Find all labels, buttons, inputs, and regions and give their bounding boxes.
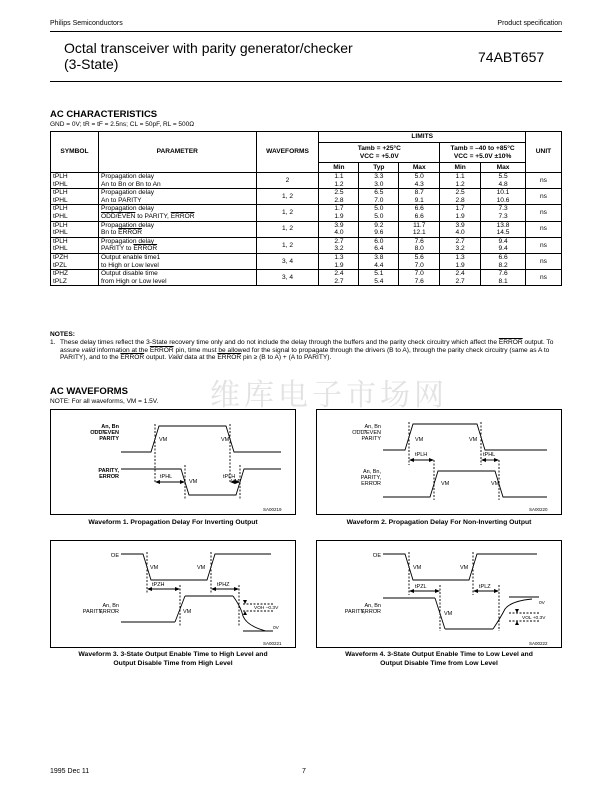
ac-value-wave: 1, 2 xyxy=(282,209,293,217)
ac-value-emin1: 2.5 xyxy=(455,189,465,197)
note-1-text xyxy=(60,339,562,362)
ac-value-max1: 7.6 xyxy=(414,237,424,245)
ac-value-emax1: 10.1 xyxy=(496,189,510,197)
note-1-part-b: output. To assure xyxy=(60,338,554,354)
wf4-vm-2: VM xyxy=(460,565,469,571)
ac-cell-unit xyxy=(525,253,561,269)
wf4-code: SA00222 xyxy=(529,641,548,646)
ac-cell-max xyxy=(399,205,440,221)
ac-value-emin2: 1.9 xyxy=(455,261,465,269)
ac-cell-typ xyxy=(359,253,399,269)
ac-row xyxy=(51,189,562,205)
wf3-sig2b: PARITY, xyxy=(82,609,103,615)
waveforms-note: NOTE: For all waveforms, VM = 1.5V. xyxy=(50,398,159,405)
title-line-2: (3-State) xyxy=(64,56,119,72)
ac-value-sym1: tPZH xyxy=(53,253,69,261)
ac-value-param2: from High or Low level xyxy=(100,277,167,285)
ac-value-min1: 2.7 xyxy=(334,237,344,245)
ac-value-typ2: 5.0 xyxy=(374,212,384,220)
ac-value-wave: 1, 2 xyxy=(282,192,293,200)
note-1-part-a: These delay times reflect the 3-State recovery time only and do not include the delay through the buffers and the parity check circuitry which affect the xyxy=(60,338,498,346)
ac-value-typ2: 4.4 xyxy=(374,261,384,269)
ac-value-wave: 1, 2 xyxy=(282,225,293,233)
footer-date: 1995 Dec 11 xyxy=(50,768,90,775)
ac-conditions: GND = 0V; tR = tF = 2.5ns; CL = 50pF, RL = 500Ω xyxy=(50,121,195,128)
ac-value-min1: 2.5 xyxy=(334,189,344,197)
col-waveforms: WAVEFORMS xyxy=(256,132,319,173)
col-limits: LIMITS xyxy=(319,132,526,143)
ac-value-param2: An to PARITY xyxy=(100,196,142,204)
note-1-part-g: pin ≥ (B to A) + (A to PARITY). xyxy=(242,354,332,362)
wf1-vm-1: VM xyxy=(159,437,168,443)
ac-cell-min xyxy=(319,173,359,189)
wf4-t2: tPLZ xyxy=(479,584,491,590)
ac-value-emin1: 1.3 xyxy=(455,253,465,261)
wf4-sig2a: An, Bn xyxy=(364,603,381,609)
ac-value-min2: 1.2 xyxy=(334,180,344,188)
ac-cell-emax xyxy=(481,205,526,221)
notes xyxy=(50,331,562,362)
ac-value-min2: 2.8 xyxy=(334,196,344,204)
ac-value-sym1: tPHZ xyxy=(53,270,69,278)
cond-ext-temp: Tamb = –40 to +85°C xyxy=(450,144,515,152)
wf4-sig2c: ERROR xyxy=(361,609,381,615)
ac-value-param1: Output enable time1 xyxy=(100,253,161,261)
ac-cell-param xyxy=(98,189,256,205)
ac-cell-sym xyxy=(51,221,99,237)
wf3-t1: tPZH xyxy=(152,582,165,588)
wf2-sig2b: PARITY, xyxy=(360,475,381,481)
waveform-4-diagram xyxy=(317,541,563,649)
ac-value-param1: Propagation delay xyxy=(100,205,155,213)
ac-value-typ1: 3.3 xyxy=(374,173,384,180)
ac-value-max1: 5.0 xyxy=(414,173,424,180)
ac-cell-wave xyxy=(256,173,319,189)
wf1-code: SA00219 xyxy=(263,507,282,512)
ac-cell-min xyxy=(319,189,359,205)
ac-value-emax1: 5.5 xyxy=(498,173,508,180)
ac-cell-wave xyxy=(256,205,319,221)
wf2-sig1b: ODD/EVEN xyxy=(352,430,381,436)
wf4-sig1: OE xyxy=(373,553,381,559)
ac-cell-unit xyxy=(525,189,561,205)
ac-cell-emin xyxy=(440,270,481,286)
wf1-vm-2: VM xyxy=(221,437,230,443)
ac-cell-param xyxy=(98,205,256,221)
ac-value-emax2: 4.8 xyxy=(498,180,508,188)
ac-value-wave: 3, 4 xyxy=(282,257,293,265)
ac-row xyxy=(51,221,562,237)
ac-cell-emax xyxy=(481,221,526,237)
ac-value-emin2: 2.7 xyxy=(455,277,465,285)
ac-value-min2: 1.9 xyxy=(334,261,344,269)
ac-cell-emax xyxy=(481,270,526,286)
ac-cell-max xyxy=(399,173,440,189)
ac-value-sym2: tPHL xyxy=(53,196,68,204)
ac-value-param1: Propagation delay xyxy=(100,221,155,229)
ac-cell-emax xyxy=(481,237,526,253)
ac-value-sym2: tPHL xyxy=(53,180,68,188)
ac-value-param1: Output disable time xyxy=(100,270,158,278)
ac-value-typ2: 3.0 xyxy=(374,180,384,188)
wf2-sig2a: An, Bn, xyxy=(362,469,381,475)
ac-value-typ1: 9.2 xyxy=(374,221,384,229)
note-1-valid-2: Valid xyxy=(168,354,183,362)
cond-25c xyxy=(319,143,440,163)
ac-value-typ1: 6.0 xyxy=(374,237,384,245)
wf1-t2: tPLH xyxy=(223,474,236,480)
wf2-sig2c: ERROR xyxy=(361,481,381,487)
ac-cell-max xyxy=(399,237,440,253)
ac-value-emin2: 3.2 xyxy=(455,245,465,253)
ac-cell-unit xyxy=(525,205,561,221)
ac-value-emax1: 13.8 xyxy=(496,221,510,229)
ac-value-param2: An to Bn or Bn to An xyxy=(100,180,161,188)
wf3-vm-3: VM xyxy=(183,609,192,615)
wf2-sig1c: PARITY xyxy=(361,436,381,442)
ac-value-sym1: tPLH xyxy=(53,205,68,213)
ac-value-max1: 11.7 xyxy=(413,221,426,229)
wf2-vm-2: VM xyxy=(469,437,478,443)
ac-value-emin2: 4.0 xyxy=(455,229,465,237)
waveform-2-caption: Waveform 2. Propagation Delay For Non-Inverting Output xyxy=(346,519,532,526)
ac-cell-param xyxy=(98,253,256,269)
ac-cell-max xyxy=(399,221,440,237)
col-parameter: PARAMETER xyxy=(98,132,256,173)
waveform-2-diagram xyxy=(317,410,563,516)
footer-page: 7 xyxy=(302,768,306,775)
ac-value-emax2: 8.2 xyxy=(498,261,508,269)
note-1-error-1: ERROR xyxy=(498,338,523,346)
ac-cell-wave xyxy=(256,253,319,269)
ac-value-min2: 3.2 xyxy=(334,245,344,253)
ac-value-unit: ns xyxy=(540,209,547,217)
ac-row xyxy=(51,237,562,253)
ac-value-max2: 4.3 xyxy=(414,180,424,188)
ac-heading: AC CHARACTERISTICS xyxy=(50,109,158,120)
ac-cell-unit xyxy=(525,237,561,253)
ac-value-min1: 3.9 xyxy=(334,221,344,229)
ac-value-emin2: 1.9 xyxy=(455,212,465,220)
ac-cell-param xyxy=(98,221,256,237)
ac-value-emin1: 3.9 xyxy=(455,221,465,229)
ac-cell-min xyxy=(319,237,359,253)
title-line-1: Octal transceiver with parity generator/checker xyxy=(64,40,353,56)
ac-cell-max xyxy=(399,270,440,286)
ac-cell-typ xyxy=(359,173,399,189)
note-1-part-d: pin, time must be allowed for the signal to propagate through the drivers (B to A), through the parity check circuitry (same as A to PARITY), and to the xyxy=(60,346,550,362)
ac-value-sym2: tPHL xyxy=(53,245,68,253)
note-1-error-4: ERROR xyxy=(217,354,242,362)
ac-cell-sym xyxy=(51,205,99,221)
ac-cell-min xyxy=(319,270,359,286)
title-rule xyxy=(50,81,562,82)
doc-type: Product specification xyxy=(497,20,562,27)
waveform-3-caption-line-2: Output Disable Time from High Level xyxy=(113,659,233,667)
ac-value-emin2: 2.8 xyxy=(455,196,465,204)
wf1-sig1c: PARITY xyxy=(99,436,119,442)
ac-value-unit: ns xyxy=(540,241,547,249)
ac-cell-unit xyxy=(525,221,561,237)
notes-heading: NOTES: xyxy=(50,331,75,338)
ac-cell-wave xyxy=(256,270,319,286)
wf3-zero: 0V xyxy=(273,626,279,631)
ac-value-param2: ODD/EVEN to PARITY, ERROR xyxy=(100,212,195,220)
ac-cell-max xyxy=(399,189,440,205)
ac-cell-wave xyxy=(256,237,319,253)
ac-value-max1: 5.6 xyxy=(414,253,424,261)
ac-value-wave: 2 xyxy=(285,176,290,184)
ac-value-sym2: tPLZ xyxy=(53,277,67,285)
waveform-3-box xyxy=(50,540,296,648)
ac-value-typ2: 5.4 xyxy=(374,277,384,285)
ac-value-max2: 7.0 xyxy=(414,261,424,269)
ac-cell-sym xyxy=(51,189,99,205)
ac-cell-emin xyxy=(440,189,481,205)
wf4-sig2b: PARITY, xyxy=(344,609,365,615)
ac-value-typ2: 7.0 xyxy=(374,196,384,204)
ac-cell-param xyxy=(98,237,256,253)
waveform-1-diagram xyxy=(51,410,297,516)
ac-value-min2: 4.0 xyxy=(334,229,344,237)
ac-cell-sym xyxy=(51,270,99,286)
note-1-part-c: information at the xyxy=(97,346,148,354)
waveform-4-caption-line-1: Waveform 4. 3-State Output Enable Time to Low Level and xyxy=(345,651,533,658)
ac-value-emax2: 8.1 xyxy=(498,277,508,285)
ac-value-unit: ns xyxy=(540,225,547,233)
wf3-vm-1: VM xyxy=(150,565,159,571)
ac-value-sym2: tPHL xyxy=(53,229,68,237)
ac-value-min2: 1.9 xyxy=(334,212,344,220)
ac-value-wave: 3, 4 xyxy=(282,273,293,281)
note-1-error-2: ERROR xyxy=(149,346,174,354)
wf2-vm-3: VM xyxy=(441,481,450,487)
note-1-number: 1. xyxy=(50,338,56,346)
waveform-3-caption xyxy=(50,651,296,668)
company-name: Philips Semiconductors xyxy=(50,20,123,27)
wf3-sig1: OE xyxy=(111,553,119,559)
ac-value-max1: 7.0 xyxy=(414,270,424,278)
ac-value-typ2: 6.4 xyxy=(374,245,384,253)
ac-cell-emax xyxy=(481,253,526,269)
ac-value-typ1: 5.1 xyxy=(374,270,384,278)
ac-table xyxy=(50,131,562,286)
waveform-3-caption-line-1: Waveform 3. 3-State Output Enable Time to High Level and xyxy=(78,651,268,658)
wf4-vm-3: VM xyxy=(444,611,453,617)
ac-value-typ1: 3.8 xyxy=(374,253,384,261)
ac-value-param2: Bn to ERROR xyxy=(100,229,142,237)
ac-value-emax2: 7.3 xyxy=(498,212,508,220)
cond-ext xyxy=(440,143,526,163)
ac-cell-sym xyxy=(51,173,99,189)
ac-row xyxy=(51,205,562,221)
ac-value-max1: 6.6 xyxy=(414,205,424,213)
ac-value-param1: Propagation delay xyxy=(100,237,155,245)
ac-value-min1: 1.3 xyxy=(334,253,344,261)
note-1-valid-1: valid xyxy=(81,346,96,354)
ac-cell-emin xyxy=(440,253,481,269)
wf4-t1: tPZL xyxy=(415,584,427,590)
col-unit: UNIT xyxy=(525,132,561,173)
wf3-sig2c: ERROR xyxy=(99,609,119,615)
note-1 xyxy=(50,339,562,362)
ac-value-emin1: 1.1 xyxy=(455,173,465,180)
col-typ: Typ xyxy=(359,163,399,173)
wf2-t1: tPLH xyxy=(415,452,428,458)
note-1-part-f: data at the xyxy=(184,354,216,362)
wf4-vm-1: VM xyxy=(413,565,422,571)
ac-cell-max xyxy=(399,253,440,269)
ac-value-max2: 8.0 xyxy=(414,245,424,253)
ac-value-unit: ns xyxy=(540,192,547,200)
waveform-4-box xyxy=(316,540,562,648)
ac-value-emax2: 9.4 xyxy=(498,245,508,253)
ac-value-emax2: 14.5 xyxy=(496,229,510,237)
ac-cell-emin xyxy=(440,205,481,221)
col-ext-max: Max xyxy=(481,163,526,173)
waveforms-heading: AC WAVEFORMS xyxy=(50,386,128,397)
ac-value-max1: 8.7 xyxy=(414,189,424,197)
ac-value-min2: 2.7 xyxy=(334,277,344,285)
wf1-vm-4: VM xyxy=(231,479,240,485)
cond-ext-vcc: VCC = +5.0V ±10% xyxy=(453,152,512,160)
ac-value-emin1: 1.7 xyxy=(455,205,465,213)
ac-cell-emax xyxy=(481,173,526,189)
ac-value-sym1: tPLH xyxy=(53,189,68,197)
ac-cell-unit xyxy=(525,270,561,286)
watermark: 维库电子市场网 xyxy=(210,378,448,413)
note-1-part-e: output. xyxy=(146,354,167,362)
ac-value-max2: 6.6 xyxy=(414,212,424,220)
ac-value-sym2: tPHL xyxy=(53,212,68,220)
waveform-2-box xyxy=(316,409,562,515)
ac-value-emax1: 7.3 xyxy=(498,205,508,213)
wf3-sig2a: An, Bn xyxy=(102,603,119,609)
ac-cell-typ xyxy=(359,270,399,286)
wf1-vm-3: VM xyxy=(189,479,198,485)
wf3-vm-2: VM xyxy=(197,565,206,571)
ac-value-typ1: 6.5 xyxy=(374,189,384,197)
part-number: 74ABT657 xyxy=(478,49,545,65)
ac-value-emax1: 9.4 xyxy=(498,237,508,245)
ac-value-emin2: 1.2 xyxy=(455,180,465,188)
wf2-t2: tPHL xyxy=(483,452,496,458)
wf1-sig2a: PARITY, xyxy=(98,468,119,474)
ac-cell-emin xyxy=(440,237,481,253)
col-ext-min: Min xyxy=(440,163,481,173)
ac-row xyxy=(51,173,562,189)
waveform-3-diagram xyxy=(51,541,297,649)
ac-cell-min xyxy=(319,205,359,221)
ac-value-unit: ns xyxy=(540,257,547,265)
ac-cell-sym xyxy=(51,253,99,269)
wf3-t2: tPHZ xyxy=(217,582,230,588)
doc-title xyxy=(64,40,353,72)
wf2-sig1a: An, Bn xyxy=(364,424,381,430)
ac-table-body xyxy=(51,173,562,286)
ac-value-min1: 2.4 xyxy=(334,270,344,278)
ac-value-param1: Propagation delay xyxy=(100,173,155,180)
wf1-sig1b: ODD/EVEN xyxy=(90,430,119,436)
waveform-4-caption xyxy=(316,651,562,668)
col-symbol: SYMBOL xyxy=(51,132,99,173)
ac-cell-sym xyxy=(51,237,99,253)
ac-value-max2: 9.1 xyxy=(414,196,424,204)
ac-value-sym1: tPLH xyxy=(53,221,68,229)
cond-25c-temp: Tamb = +25°C xyxy=(357,144,401,152)
ac-value-param2: to High or Low level xyxy=(100,261,159,269)
ac-value-wave: 1, 2 xyxy=(282,241,293,249)
wf2-code: SA00220 xyxy=(529,507,548,512)
ac-cell-param xyxy=(98,270,256,286)
ac-value-max2: 12.1 xyxy=(412,229,426,237)
ac-cell-param xyxy=(98,173,256,189)
waveform-1-box xyxy=(50,409,296,515)
col-max: Max xyxy=(399,163,440,173)
ac-value-emin1: 2.4 xyxy=(455,270,465,278)
ac-value-emax1: 7.6 xyxy=(498,270,508,278)
ac-value-emax2: 10.6 xyxy=(496,196,510,204)
wf4-vol: VOL +0.3V xyxy=(522,616,546,621)
wf1-sig1a: An, Bn xyxy=(101,424,119,430)
ac-cell-min xyxy=(319,253,359,269)
ac-cell-min xyxy=(319,221,359,237)
ac-cell-typ xyxy=(359,237,399,253)
ac-value-min1: 1.7 xyxy=(334,205,344,213)
wf1-sig2b: ERROR xyxy=(99,474,119,480)
waveform-1-caption: Waveform 1. Propagation Delay For Inverting Output xyxy=(88,519,258,526)
ac-cell-emin xyxy=(440,173,481,189)
ac-value-max2: 7.6 xyxy=(414,277,424,285)
ac-cell-typ xyxy=(359,189,399,205)
ac-cell-emax xyxy=(481,189,526,205)
ac-cell-typ xyxy=(359,205,399,221)
ac-cell-emin xyxy=(440,221,481,237)
col-min: Min xyxy=(319,163,359,173)
wf2-vm-1: VM xyxy=(415,437,424,443)
ac-value-typ1: 5.0 xyxy=(374,205,384,213)
ac-value-unit: ns xyxy=(540,176,547,184)
ac-value-sym1: tPLH xyxy=(53,173,68,180)
wf1-t1: tPHL xyxy=(160,474,173,480)
wf4-zero: 0V xyxy=(539,601,545,606)
header-rule xyxy=(50,31,562,32)
wf3-code: SA00221 xyxy=(263,641,282,646)
ac-value-emax1: 6.6 xyxy=(498,253,508,261)
cond-25c-vcc: VCC = +5.0V xyxy=(359,152,399,160)
ac-value-sym2: tPZL xyxy=(53,261,67,269)
note-1-error-3: ERROR xyxy=(120,354,145,362)
ac-value-sym1: tPLH xyxy=(53,237,68,245)
waveform-4-caption-line-2: Output Disable Time from Low Level xyxy=(380,659,498,667)
ac-cell-wave xyxy=(256,221,319,237)
ac-cell-typ xyxy=(359,221,399,237)
ac-value-emin1: 2.7 xyxy=(455,237,465,245)
ac-value-unit: ns xyxy=(540,273,547,281)
ac-cell-wave xyxy=(256,189,319,205)
wf2-vm-4: VM xyxy=(491,481,500,487)
ac-value-param2: PARITY to ERROR xyxy=(100,245,158,253)
ac-cell-unit xyxy=(525,173,561,189)
ac-value-param1: Propagation delay xyxy=(100,189,155,197)
ac-row xyxy=(51,270,562,286)
ac-value-min1: 1.1 xyxy=(334,173,344,180)
ac-row xyxy=(51,253,562,269)
wf3-voh: VOH –0.3V xyxy=(254,606,279,611)
ac-value-typ2: 9.6 xyxy=(374,229,384,237)
